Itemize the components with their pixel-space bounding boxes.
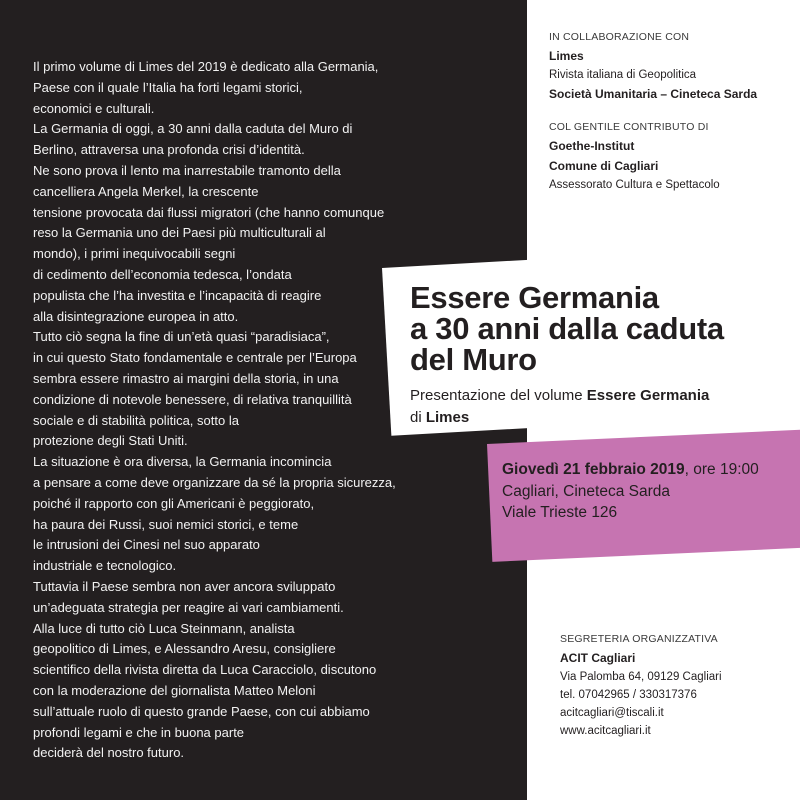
body-line: geopolitico di Limes, e Alessandro Aresu, consigliere xyxy=(33,641,336,657)
contribution-org-comune-sub: Assessorato Cultura e Spettacolo xyxy=(549,179,720,191)
body-line: mondo), i primi inequivocabili segni xyxy=(33,246,236,262)
event-address: Viale Trieste 126 xyxy=(502,504,618,521)
body-line: in cui questo Stato fondamentale e centrale per l’Europa xyxy=(33,350,357,366)
body-line: sociale e di stabilità politica, sotto la xyxy=(33,412,239,428)
collaboration-heading: IN COLLABORAZIONE CON xyxy=(549,31,690,43)
body-line: Paese con il quale l’Italia ha forti legami storici, xyxy=(33,79,303,95)
secretariat-block xyxy=(560,630,790,740)
body-line: cancelliera Angela Merkel, la crescente xyxy=(33,183,259,199)
title-line: Essere Germania xyxy=(410,280,659,315)
subtitle-book: Essere Germania xyxy=(586,387,710,404)
body-line: La situazione è ora diversa, la Germania incomincia xyxy=(33,454,332,470)
event-subtitle xyxy=(410,385,790,429)
body-line: scientifico della rivista diretta da Luca Caracciolo, discutono xyxy=(33,662,377,678)
body-text xyxy=(33,57,403,764)
body-line: a pensare a come deve organizzare da sé la propria sicurezza, xyxy=(33,474,396,490)
secretariat-phone: tel. 07042965 / 330317376 xyxy=(560,689,697,701)
body-line: Tutto ciò segna la fine di un’età quasi “paradisiaca”, xyxy=(33,329,330,345)
contribution-heading: COL GENTILE CONTRIBUTO DI xyxy=(549,121,709,133)
event-time: , ore 19:00 xyxy=(684,461,759,478)
body-line: Tuttavia il Paese sembra non aver ancora sviluppato xyxy=(33,578,336,594)
body-line: Berlino, attraversa una profonda crisi d’identità. xyxy=(33,142,305,158)
contribution-org-goethe: Goethe-Institut xyxy=(549,139,635,153)
subtitle-publisher: Limes xyxy=(425,409,470,426)
body-line: Il primo volume di Limes del 2019 è dedicato alla Germania, xyxy=(33,59,379,74)
body-line: La Germania di oggi, a 30 anni dalla caduta del Muro di xyxy=(33,121,353,137)
event-place: Cagliari, Cineteca Sarda xyxy=(502,482,671,500)
body-line: deciderà del nostro futuro. xyxy=(33,745,185,761)
secretariat-heading: SEGRETERIA ORGANIZZATIVA xyxy=(560,633,718,645)
credits-block xyxy=(549,28,789,194)
body-line: populista che l’ha investita e l’incapacità di reagire xyxy=(33,287,322,303)
body-line: reso la Germania uno dei Paesi più multiculturali al xyxy=(33,225,326,241)
subtitle-prefix: Presentazione del volume xyxy=(410,387,587,404)
body-line: tensione provocata dai flussi migratori (che hanno comunque xyxy=(33,204,385,220)
body-line: sembra essere rimastro ai margini della storia, in una xyxy=(33,370,339,386)
subtitle-di: di xyxy=(410,409,426,426)
secretariat-website[interactable]: www.acitcagliari.it xyxy=(560,725,651,737)
body-line: un’adeguata strategia per reagire ai vari cambiamenti. xyxy=(33,599,344,615)
title-line: a 30 anni dalla caduta xyxy=(410,311,724,346)
body-line: sull’attuale ruolo di questo grande Paese, con cui abbiamo xyxy=(33,703,370,719)
event-info xyxy=(502,459,792,524)
body-line: protezione degli Stati Uniti. xyxy=(33,433,188,449)
body-line: alla disintegrazione europea in atto. xyxy=(33,308,239,324)
title-line: del Muro xyxy=(410,342,537,377)
secretariat-name: ACIT Cagliari xyxy=(560,651,636,665)
body-line: industriale e tecnologico. xyxy=(33,558,177,574)
contribution-org-comune: Comune di Cagliari xyxy=(549,159,659,173)
body-line: poiché il rapporto con gli Americani è peggiorato, xyxy=(33,495,315,511)
event-date: Giovedì 21 febbraio 2019 xyxy=(502,461,685,478)
body-line: condizione di notevole benessere, di relativa tranquillità xyxy=(33,391,352,407)
body-line: Ne sono prova il lento ma inarrestabile tramonto della xyxy=(33,162,341,178)
body-line: economici e culturali. xyxy=(33,100,155,116)
body-line: di cedimento dell’economia tedesca, l’ondata xyxy=(33,266,292,282)
body-line: Alla luce di tutto ciò Luca Steinmann, analista xyxy=(33,620,295,636)
body-line: con la moderazione del giornalista Matteo Meloni xyxy=(33,682,316,698)
collaboration-org-cineteca: Società Umanitaria – Cineteca Sarda xyxy=(549,87,758,101)
secretariat-email[interactable]: acitcagliari@tiscali.it xyxy=(560,707,664,719)
collaboration-org-limes-sub: Rivista italiana di Geopolitica xyxy=(549,69,697,81)
event-title xyxy=(410,282,790,375)
secretariat-address: Via Palomba 64, 09129 Cagliari xyxy=(560,671,722,683)
body-line: le intrusioni dei Cinesi nel suo apparato xyxy=(33,537,260,553)
body-line: ha paura dei Russi, suoi nemici storici, e teme xyxy=(33,516,299,532)
collaboration-org-limes: Limes xyxy=(549,49,584,63)
body-line: profondi legami e che in buona parte xyxy=(33,724,245,740)
